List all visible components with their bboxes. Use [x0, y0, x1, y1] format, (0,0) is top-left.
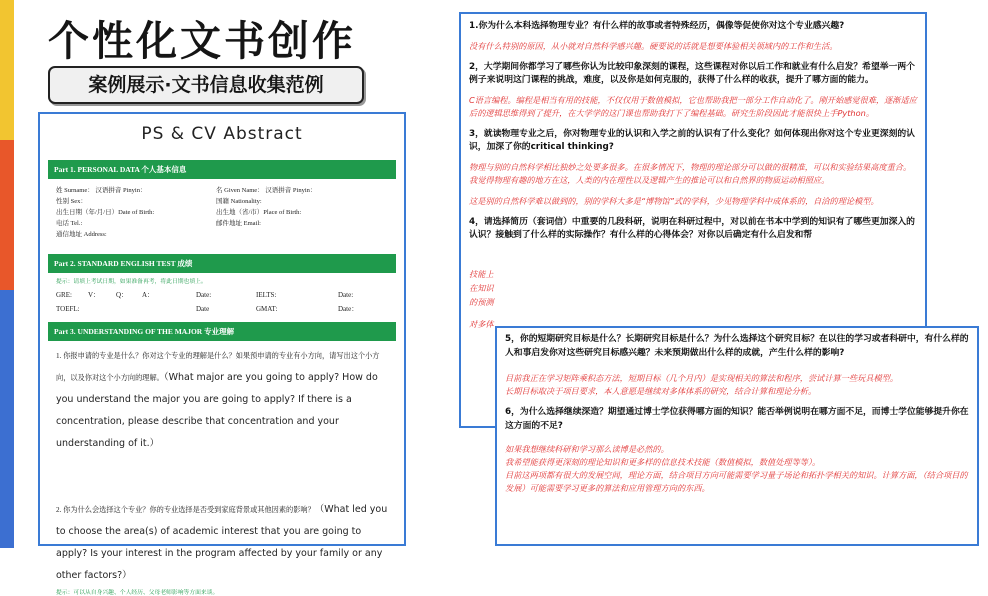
answer-4-fragments — [469, 267, 917, 331]
page-title: 个性化文书创作 — [48, 17, 356, 65]
subtitle: 案例展示·文书信息收集范例 — [88, 74, 324, 96]
question-6: 6，为什么选择继续深造？期望通过博士学位获得哪方面的知识？能否举例说明在哪方面不足，而博士学位能够提升你在这方面的不足? — [505, 407, 969, 431]
form-document — [38, 112, 406, 596]
toefl-label: TOEFL: — [56, 305, 80, 313]
gmat-date: Date： — [338, 305, 359, 313]
gre-label: GRE: — [56, 291, 72, 299]
form-row — [56, 218, 404, 229]
field-sex: 性别 Sex： — [56, 198, 87, 205]
gre-q: Q： — [116, 291, 129, 299]
field-dob: 出生日期（年/月/日）Date of Birth: — [56, 209, 155, 216]
form-row — [56, 207, 404, 218]
qa-panel-2 — [495, 326, 979, 546]
part2-header: Part 2. STANDARD ENGLISH TEST 成绩 — [48, 254, 396, 273]
part1-header: Part 1. PERSONAL DATA 个人基本信息 — [48, 160, 396, 179]
part3-question-2 — [56, 499, 392, 587]
question-2: 2，大学期间你都学习了哪些你认为比较印象深刻的课程，这些课程对你以后工作和就业有什么启发？希望举一两个例子来说明这门课程的挑战，难度，以及你是如何克服的，获得了什么样的收获，提升了哪方面的能力。 — [469, 61, 915, 85]
field-tel: 电话 Tel.: — [56, 220, 83, 227]
field-surname: 姓 Surname： 汉语拼音 Pinyin： — [56, 187, 147, 194]
answer-3: 物理与别的自然科学相比独妙之处要多很多。在很多情况下，物理的理论部分可以做的很精准，可以和实验结果高度重合。我觉得物理有趣的地方在这，人类的内在理性以及逻辑产生的推论可以和自然界的物质运动相照应。 — [469, 161, 912, 185]
ielts-date: Date: — [338, 291, 354, 299]
q1-en: （What major are you going to apply? How do you understand the major you are going to apply? If there is a concentration, please describe that concentration and your understanding of it.） — [56, 372, 378, 449]
gre-v: V： — [88, 291, 101, 299]
accent-bar-blue — [0, 290, 14, 548]
gre-a: A： — [142, 291, 155, 299]
q2-en: （What led you to choose the area(s) of academic interest that you are going to apply? Is your interest in the program affected by your family or any other factors?） — [56, 504, 388, 581]
question-4: 4，请选择简历（套词信）中重要的几段科研，说明在科研过程中，对以前在书本中学到的知识有了哪些更加深入的认识？接触到了什么样的实际操作？有什么样的心得体会？对你以后确定有什么启发和帮 — [469, 216, 915, 240]
part3-question-1 — [56, 345, 392, 455]
answer-3-continued: 这是别的自然科学难以做到的，别的学科大多是“博物馆”式的学科，少见物理学科中成体系的，自洽的理论模型。 — [469, 195, 879, 206]
subtitle-box — [48, 66, 364, 104]
fragment: 在知识 — [469, 282, 494, 293]
q1-cn: 1. 你报申请的专业是什么？你对这个专业的理解是什么？如果预申请的专业有小方向，请写出这个小方向，以及你对这个小方向的理解。 — [56, 352, 380, 382]
fragment: 的预测 — [469, 296, 494, 307]
gre-date: Date: — [196, 291, 212, 299]
form-heading: PS & CV Abstract — [141, 124, 303, 144]
form-row — [56, 229, 404, 240]
accent-bar-yellow — [0, 0, 14, 140]
accent-bar-orange — [0, 140, 14, 290]
score-row-2 — [56, 302, 404, 316]
question-3: 3，就读物理专业之后，你对物理专业的认识和入学之前的认识有了什么变化？如何体现出你对这个专业更深刻的认识，加深了你的critical thinking? — [469, 128, 915, 152]
form-row — [56, 185, 404, 196]
field-address: 通信地址 Address: — [56, 231, 107, 238]
answer-6: 如果我想继续科研和学习那么读博是必然的。 我希望能获得更深刻的理论知识和更多样的信息技术技能（数值模拟，数值处理等等）。 目前这两项都有很大的发展空间，理论方面，结合项目方向可能需要学习量子场论和拓扑学相关的知识。计算方面，（结合项目的发展）可能需要学习更多的算法和应用管理方向的东西。 — [505, 444, 968, 493]
answer-5: 目前我正在学习矩阵乘积态方法，短期目标（几个月内）是实现相关的算法和程序，尝试计算一些玩具模型。 长期目标取决于项目要求，本人意愿是继续对多体体系的研究，结合计算和理论分析。 — [505, 373, 899, 396]
question-5: 5，你的短期研究目标是什么？长期研究目标是什么？为什么选择这个研究目标？在以往的学习或者科研中，有什么样的人和事启发你对这些研究目标感兴趣？未来预期做出什么样的成就，产生什么样的影响? — [505, 334, 969, 358]
fragment: 技能上 — [469, 268, 494, 279]
part2-note: 提示：请填上考试日期，如果准备再考，将此日期也填上。 — [56, 279, 207, 285]
gmat-label: GMAT: — [256, 305, 278, 313]
score-row-1 — [56, 288, 404, 302]
field-given-name: 名 Given Name： 汉语拼音 Pinyin： — [216, 187, 317, 194]
ielts-label: IELTS: — [256, 291, 277, 299]
field-nationality: 国籍 Nationality: — [216, 198, 262, 205]
fragment: 对多体 — [469, 318, 494, 329]
q2-cn: 2. 你为什么会选择这个专业？你的专业选择是否受到家庭背景或其他因素的影响？ — [56, 506, 315, 514]
toefl-date: Date — [196, 305, 210, 313]
form-row — [56, 196, 404, 207]
part3-header: Part 3. UNDERSTANDING OF THE MAJOR 专业理解 — [48, 322, 396, 341]
answer-1: 没有什么特别的原因，从小就对自然科学感兴趣。硬要说的话就是想要体验相关领域内的工作和生活。 — [469, 40, 838, 51]
field-pob: 出生地（省/市）Place of Birth: — [216, 209, 302, 216]
field-email: 邮件地址 Email: — [216, 220, 261, 227]
answer-2: C语言编程。编程是相当有用的技能，不仅仅用于数值模拟，它也帮助我把一部分工作自动化了。刚开始感觉很难，逐渐适应后的逻辑思维得到了提升，在大学学的这门课也帮助我打下了编程基础。研究生阶段因此才能很快上手Python。 — [469, 94, 917, 118]
part3-note: 提示：可以从自身兴趣、个人经历、父母老师影响等方面来谈。 — [56, 590, 219, 596]
question-1: 1.你为什么本科选择物理专业？有什么样的故事或者特殊经历，偶像等促使你对这个专业感兴趣? — [469, 21, 845, 31]
